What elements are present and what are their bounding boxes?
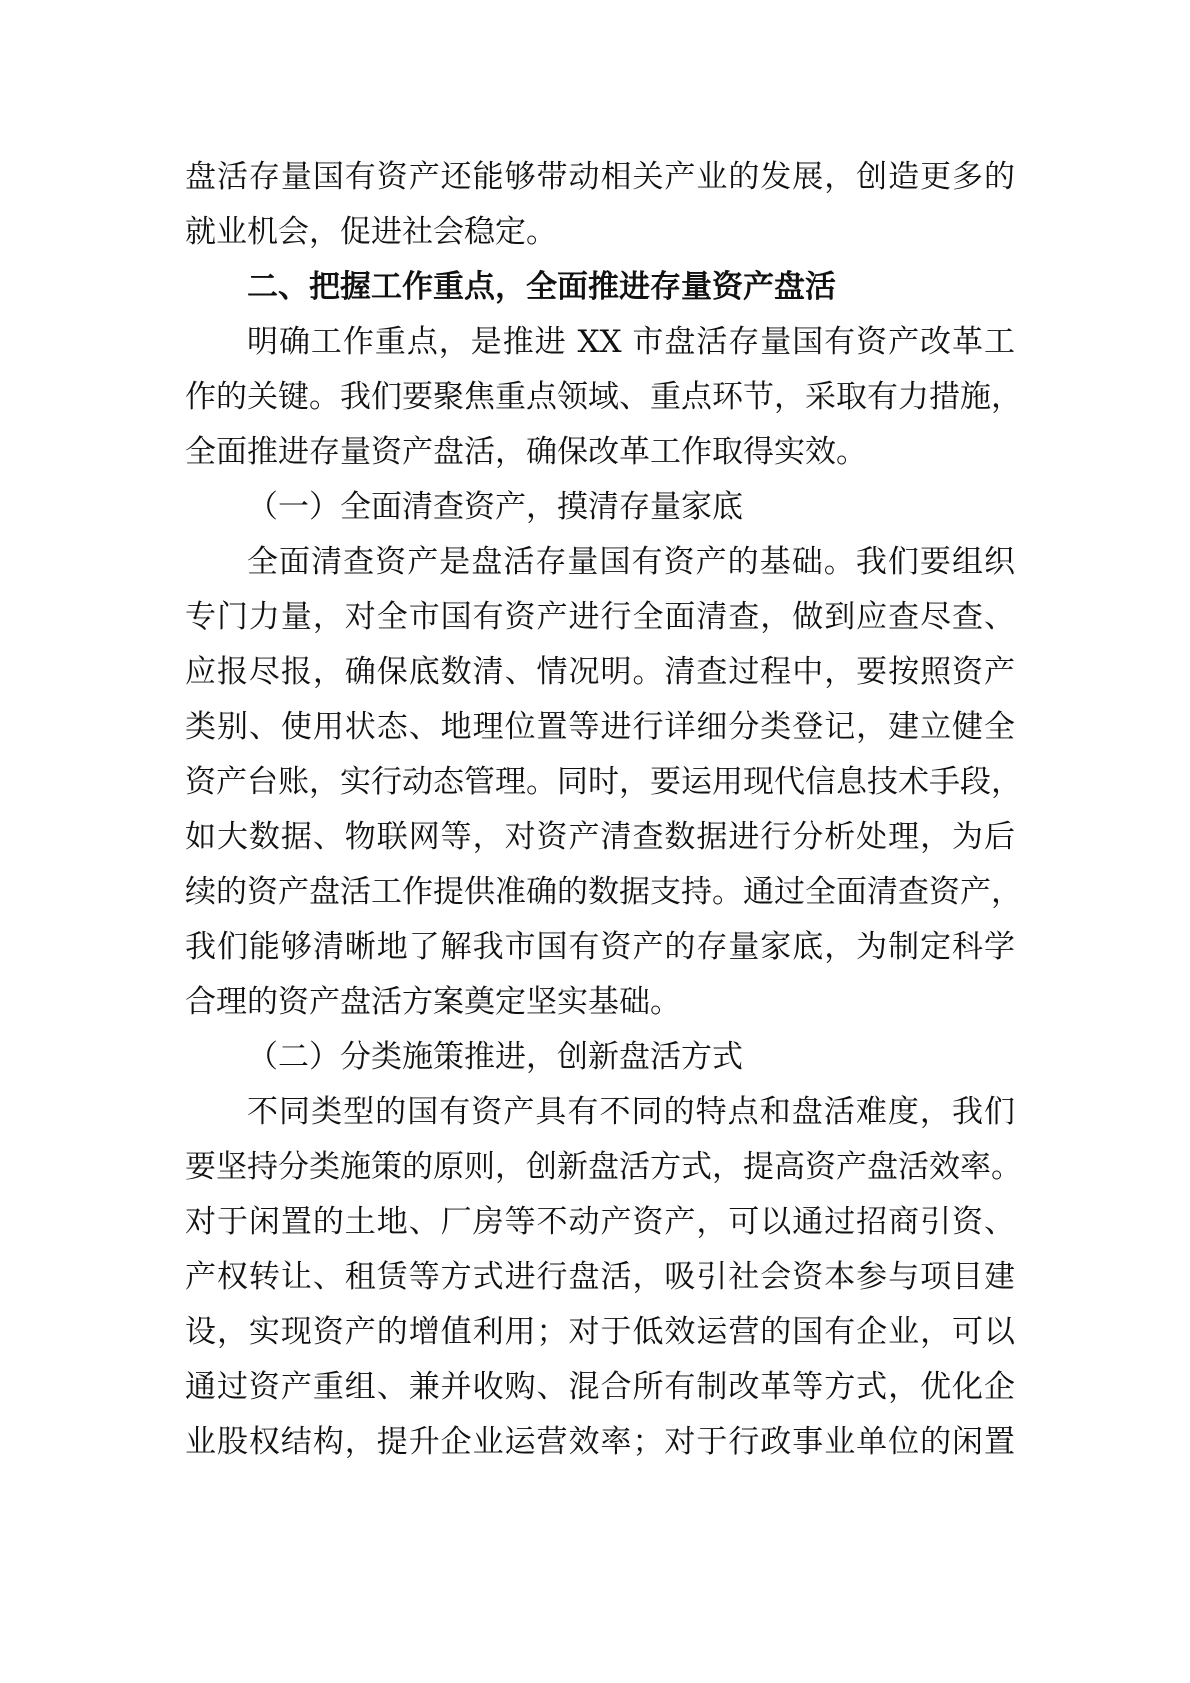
paragraph-line: 全面清查资产是盘活存量国有资产的基础。我们要组织 <box>247 544 1015 580</box>
paragraph-line: 通过资产重组、兼并收购、混合所有制改革等方式，优化企 <box>185 1369 1015 1405</box>
paragraph-line: 续的资产盘活工作提供准确的数据支持。通过全面清查资产， <box>185 874 1022 910</box>
paragraph-line: 作的关键。我们要聚焦重点领域、重点环节，采取有力措施， <box>185 379 1022 415</box>
paragraph-line: 合理的资产盘活方案奠定坚实基础。 <box>185 984 681 1020</box>
subsection-heading: （二）分类施策推进，创新盘活方式 <box>247 1039 743 1075</box>
paragraph-line: 产权转让、租赁等方式进行盘活，吸引社会资本参与项目建 <box>185 1259 1015 1295</box>
paragraph-line: 专门力量，对全市国有资产进行全面清查，做到应查尽查、 <box>185 599 1015 635</box>
paragraph-line: 资产台账，实行动态管理。同时，要运用现代信息技术手段， <box>185 764 1022 800</box>
paragraph-line: 不同类型的国有资产具有不同的特点和盘活难度，我们 <box>247 1094 1015 1130</box>
paragraph-line: 全面推进存量资产盘活，确保改革工作取得实效。 <box>185 434 867 470</box>
section-heading: 二、把握工作重点，全面推进存量资产盘活 <box>247 269 836 305</box>
paragraph-line: 如大数据、物联网等，对资产清查数据进行分析处理，为后 <box>185 819 1015 855</box>
document-body <box>185 150 1022 1470</box>
paragraph-line: 业股权结构，提升企业运营效率；对于行政事业单位的闲置 <box>185 1424 1015 1460</box>
paragraph-line: 设，实现资产的增值利用；对于低效运营的国有企业，可以 <box>185 1314 1015 1350</box>
paragraph-line: 我们能够清晰地了解我市国有资产的存量家底，为制定科学 <box>185 929 1015 965</box>
paragraph-line: 明确工作重点，是推进 XX 市盘活存量国有资产改革工 <box>247 324 1015 360</box>
paragraph-line: 应报尽报，确保底数清、情况明。清查过程中，要按照资产 <box>185 654 1015 690</box>
paragraph-line: 要坚持分类施策的原则，创新盘活方式，提高资产盘活效率。 <box>185 1149 1022 1185</box>
paragraph-line: 盘活存量国有资产还能够带动相关产业的发展，创造更多的 <box>185 159 1015 195</box>
paragraph-line: 类别、使用状态、地理位置等进行详细分类登记，建立健全 <box>185 709 1015 745</box>
paragraph-line: 就业机会，促进社会稳定。 <box>185 214 557 250</box>
paragraph-line: 对于闲置的土地、厂房等不动产资产，可以通过招商引资、 <box>185 1204 1015 1240</box>
subsection-heading: （一）全面清查资产，摸清存量家底 <box>247 489 743 525</box>
